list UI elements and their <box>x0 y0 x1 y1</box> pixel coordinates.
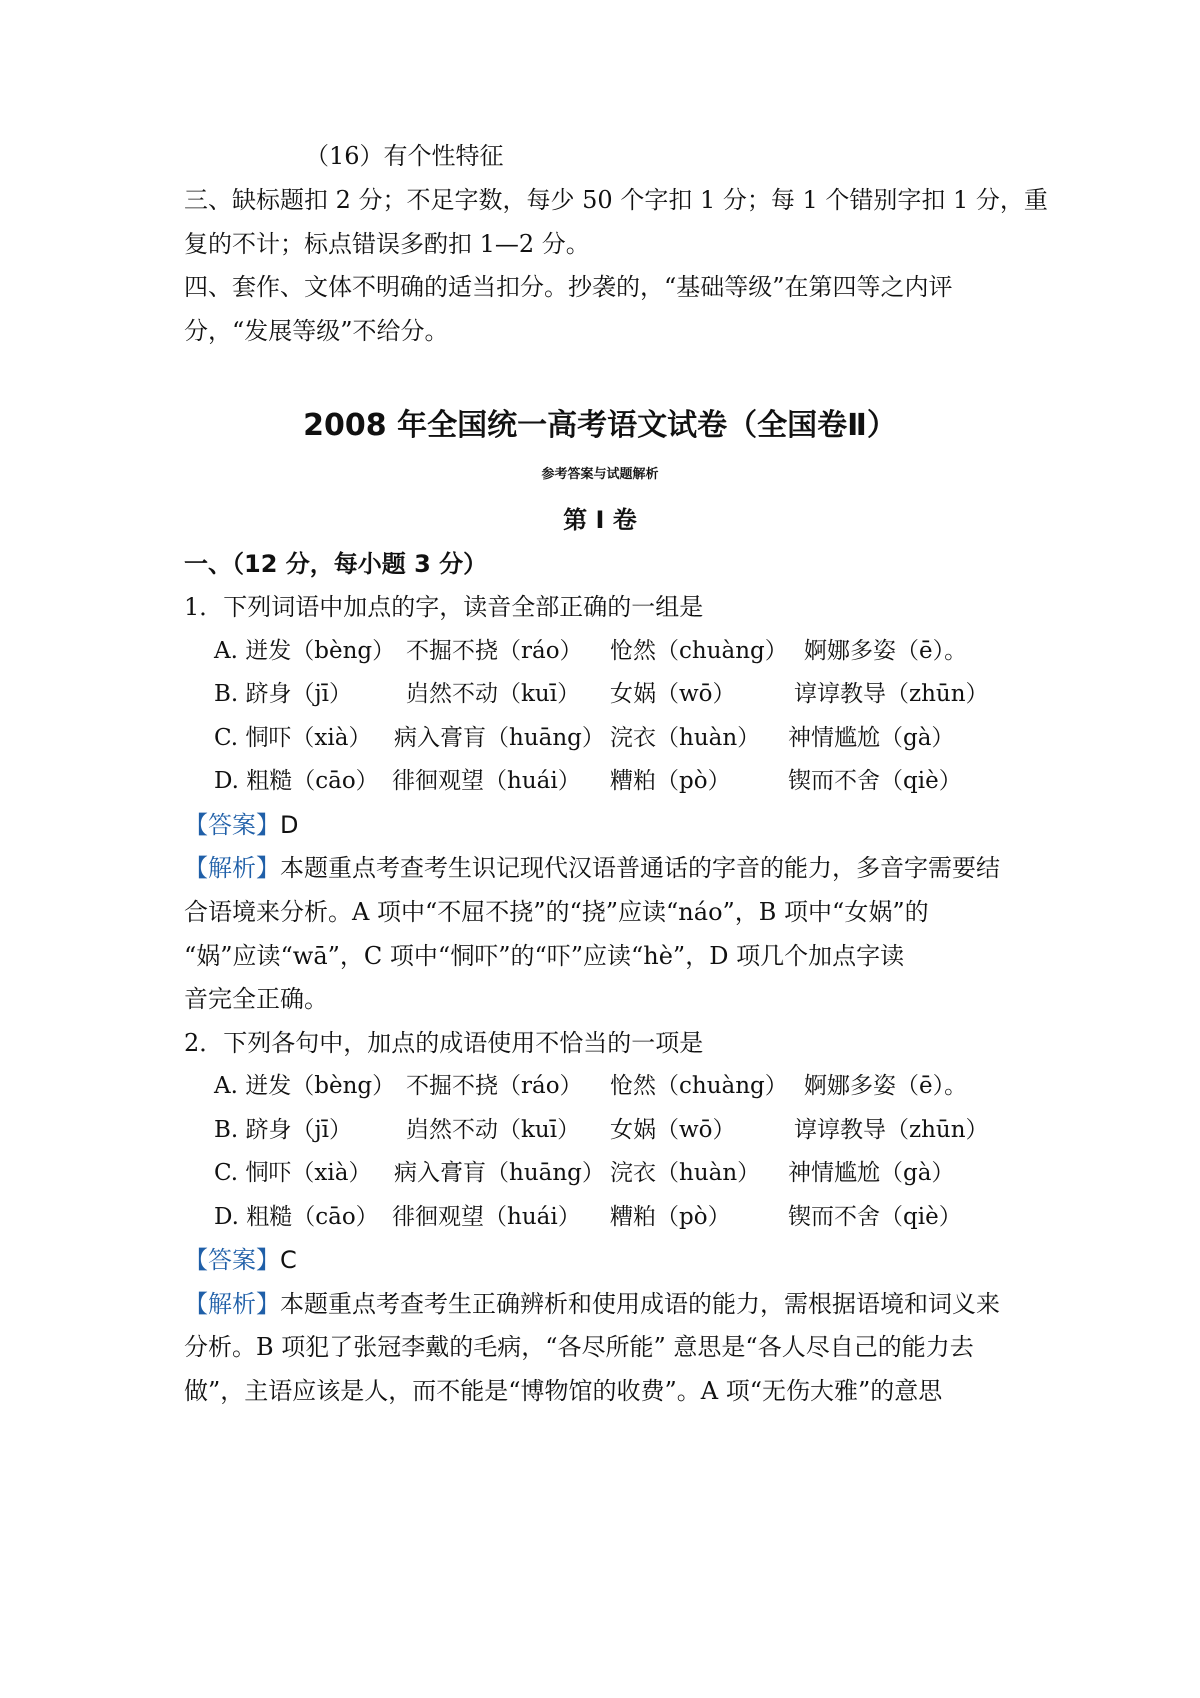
q1-analysis-label: 【解析】 <box>184 854 280 882</box>
q2-option-d-col-4: 锲而不舍（qiè） <box>788 1204 962 1230</box>
q1-option-a-col-2: 不掘不挠（ráo） <box>406 638 583 664</box>
q1-option-b-col-4: 谆谆教导（zhūn） <box>794 681 989 707</box>
q2-analysis-text-1: 本题重点考查考生正确辨析和使用成语的能力，需根据语境和词义来 <box>280 1290 1000 1318</box>
q2-analysis-label: 【解析】 <box>184 1290 280 1318</box>
q1-option-d-col-1: D. 粗糙（cāo） <box>214 768 379 794</box>
q1-option-a-col-4: 婀娜多姿（ē）。 <box>804 638 968 664</box>
q2-option-c <box>214 1158 1034 1188</box>
rule-3-line-2: 复的不计；标点错误多酌扣 1—2 分。 <box>184 230 590 258</box>
q2-option-d-col-2: 徘徊观望（huái） <box>392 1204 581 1230</box>
q1-analysis-line-4: 音完全正确。 <box>184 985 328 1013</box>
q2-option-b-col-1: B. 跻身（jī） <box>214 1117 353 1143</box>
q2-option-d-col-3: 糟粕（pò） <box>610 1204 731 1230</box>
q2-analysis-line-2: 分析。B 项犯了张冠李戴的毛病，“各尽所能” 意思是“各人尽自己的能力去 <box>184 1333 974 1361</box>
q1-option-d-col-3: 糟粕（pò） <box>610 768 731 794</box>
q1-analysis-line-3: “娲”应读“wā”，C 项中“恫吓”的“吓”应读“hè”，D 项几个加点字读 <box>184 942 905 970</box>
q1-stem: 1．下列词语中加点的字，读音全部正确的一组是 <box>184 593 704 621</box>
q1-option-c-col-1: C. 恫吓（xià） <box>214 725 372 751</box>
q1-analysis-line-2: 合语境来分析。A 项中“不屈不挠”的“挠”应读“náo”，B 项中“女娲”的 <box>184 898 929 926</box>
q1-answer <box>184 810 1034 840</box>
q2-stem: 2．下列各句中，加点的成语使用不恰当的一项是 <box>184 1029 704 1057</box>
exam-title: 2008 年全国统一高考语文试卷（全国卷Ⅱ） <box>303 408 897 443</box>
volume-heading: 第 I 卷 <box>563 506 637 534</box>
q2-option-a-col-2: 不掘不挠（ráo） <box>406 1073 583 1099</box>
q1-option-c-col-3: 浣衣（huàn） <box>610 725 761 751</box>
q1-option-a <box>214 636 1034 666</box>
q1-analysis-line-1 <box>184 853 1034 883</box>
q2-option-b-col-2: 岿然不动（kuī） <box>406 1117 581 1143</box>
q1-option-c <box>214 723 1034 753</box>
q1-option-c-col-2: 病入膏肓（huāng） <box>394 725 605 751</box>
q1-option-b-col-2: 岿然不动（kuī） <box>406 681 581 707</box>
q2-option-c-col-1: C. 恫吓（xià） <box>214 1160 372 1186</box>
q2-option-c-col-2: 病入膏肓（huāng） <box>394 1160 605 1186</box>
rule-item-16: （16）有个性特征 <box>305 142 504 170</box>
q1-option-a-col-1: A. 迸发（bèng） <box>214 638 396 664</box>
q1-option-d <box>214 766 1034 796</box>
rule-4-line-2: 分，“发展等级”不给分。 <box>184 317 449 345</box>
exam-subtitle: 参考答案与试题解析 <box>541 467 659 482</box>
q1-answer-label: 【答案】 <box>184 811 280 839</box>
q1-option-b-col-1: B. 跻身（jī） <box>214 681 353 707</box>
q1-option-d-col-4: 锲而不舍（qiè） <box>788 768 962 794</box>
q2-option-c-col-4: 神情尴尬（gà） <box>788 1160 955 1186</box>
q2-answer-value: C <box>280 1246 297 1274</box>
q1-analysis-text-1: 本题重点考查考生识记现代汉语普通话的字音的能力，多音字需要结 <box>280 854 1000 882</box>
q2-option-b-col-4: 谆谆教导（zhūn） <box>794 1117 989 1143</box>
q2-option-a <box>214 1071 1034 1101</box>
q2-option-c-col-3: 浣衣（huàn） <box>610 1160 761 1186</box>
q1-option-a-col-3: 怆然（chuàng） <box>610 638 788 664</box>
rule-3-line-1: 三、缺标题扣 2 分；不足字数，每少 50 个字扣 1 分；每 1 个错别字扣 1 分，重 <box>184 186 1048 214</box>
q1-answer-value: D <box>280 811 299 839</box>
q1-option-d-col-2: 徘徊观望（huái） <box>392 768 581 794</box>
q2-option-a-col-1: A. 迸发（bèng） <box>214 1073 396 1099</box>
q1-option-b <box>214 679 1034 709</box>
q2-option-b <box>214 1115 1034 1145</box>
q2-analysis-line-3: 做”，主语应该是人，而不能是“博物馆的收费”。A 项“无伤大雅”的意思 <box>184 1377 943 1405</box>
q2-option-d <box>214 1202 1034 1232</box>
section-1-heading: 一、（12 分，每小题 3 分） <box>184 550 488 578</box>
q1-option-c-col-4: 神情尴尬（gà） <box>788 725 955 751</box>
q1-option-b-col-3: 女娲（wō） <box>610 681 736 707</box>
q2-option-d-col-1: D. 粗糙（cāo） <box>214 1204 379 1230</box>
q2-option-a-col-3: 怆然（chuàng） <box>610 1073 788 1099</box>
q2-option-b-col-3: 女娲（wō） <box>610 1117 736 1143</box>
q2-answer <box>184 1245 1034 1275</box>
q2-analysis-line-1 <box>184 1289 1034 1319</box>
q2-answer-label: 【答案】 <box>184 1246 280 1274</box>
rule-4-line-1: 四、套作、文体不明确的适当扣分。抄袭的，“基础等级”在第四等之内评 <box>184 273 953 301</box>
q2-option-a-col-4: 婀娜多姿（ē）。 <box>804 1073 968 1099</box>
